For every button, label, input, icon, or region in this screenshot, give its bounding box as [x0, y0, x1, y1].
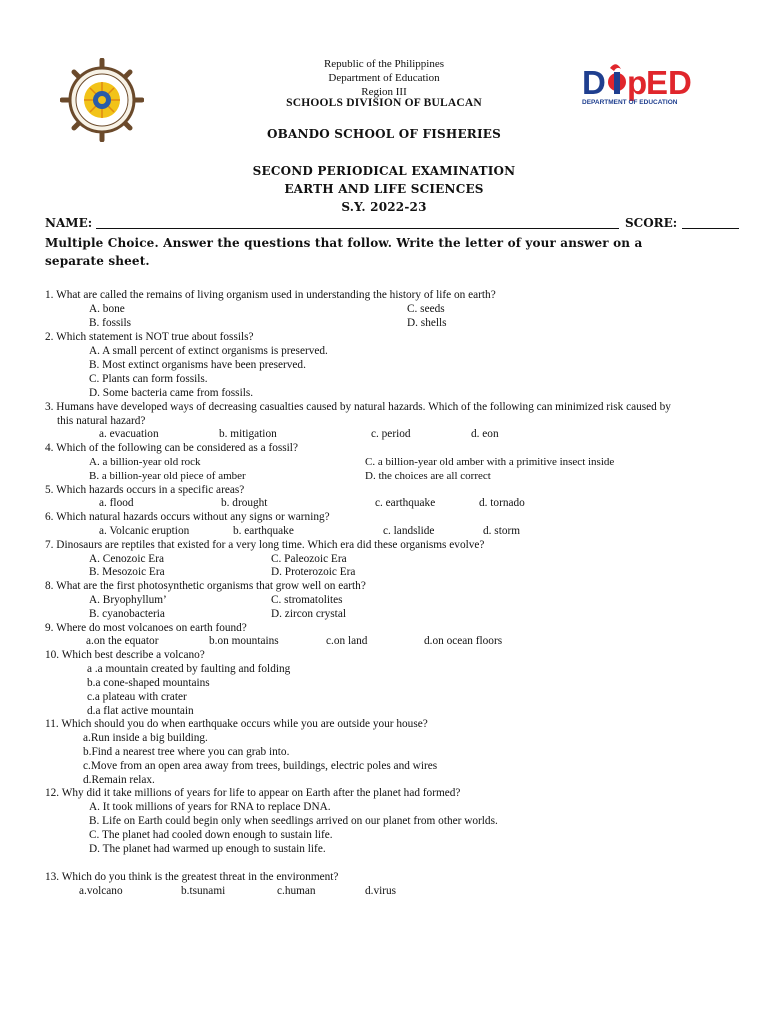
answer-option: B. cyanobacteria [89, 608, 165, 620]
answer-option: C. seeds [407, 303, 445, 315]
answer-option: a.volcano [79, 885, 123, 897]
score-blank[interactable] [682, 228, 739, 229]
question-stem: 12. Why did it take millions of years for life to appear on Earth after the planet had formed? [45, 787, 461, 799]
answer-option: a.on the equator [86, 635, 159, 647]
answer-option: A. a billion-year old rock [89, 456, 201, 468]
answer-option: b. drought [221, 497, 268, 509]
answer-option: d.on ocean floors [424, 635, 503, 647]
answer-option: b. mitigation [219, 428, 277, 440]
answer-option: D. Proterozoic Era [271, 566, 356, 578]
answer-option: a. flood [99, 497, 134, 509]
answer-option: b.on mountains [209, 635, 279, 647]
answer-option: a.Run inside a big building. [83, 732, 208, 744]
answer-option: c. landslide [383, 525, 435, 537]
answer-option: d. storm [483, 525, 521, 537]
question-stem: 13. Which do you think is the greatest threat in the environment? [45, 871, 339, 883]
answer-option: a. Volcanic eruption [99, 525, 190, 537]
answer-option: d. tornado [479, 497, 525, 509]
answer-option: A. Bryophyllum’ [89, 594, 167, 606]
subject-title: EARTH AND LIFE SCIENCES [284, 182, 484, 196]
answer-option: B. a billion-year old piece of amber [89, 470, 246, 482]
answer-option: B. Mesozoic Era [89, 566, 165, 578]
answer-option: B. fossils [89, 317, 132, 329]
answer-option: c.Move from an open area away from trees, buildings, electric poles and wires [83, 760, 438, 772]
answer-option: A. Cenozoic Era [89, 553, 164, 565]
instructions: Multiple Choice. Answer the questions that follow. Write the letter of your answer on a separate sheet. [45, 236, 643, 268]
answer-option: D. shells [407, 317, 447, 329]
answer-option: d.a flat active mountain [87, 705, 194, 717]
answer-option: c.on land [326, 635, 368, 647]
answer-option: A. It took millions of years for RNA to replace DNA. [89, 801, 331, 813]
answer-option: d. eon [471, 428, 499, 440]
exam-title: SECOND PERIODICAL EXAMINATION [252, 164, 516, 178]
answer-option: a .a mountain created by faulting and folding [87, 663, 291, 675]
answer-option: a. evacuation [99, 428, 159, 440]
answer-option: b.Find a nearest tree where you can grab into. [83, 746, 290, 758]
answer-option: C. Plants can form fossils. [89, 373, 208, 385]
header-division: SCHOOLS DIVISION OF BULACAN [286, 97, 482, 109]
answer-option: D. the choices are all correct [365, 470, 491, 482]
question-stem: 2. Which statement is NOT true about fossils? [45, 331, 254, 343]
school-name: OBANDO SCHOOL OF FISHERIES [266, 127, 502, 141]
name-score-line [45, 216, 705, 232]
answer-option: b. earthquake [233, 525, 294, 537]
question-stem: 9. Where do most volcanoes on earth found? [45, 622, 247, 634]
svg-text:p: p [627, 64, 648, 101]
answer-option: C. a billion-year old amber with a primitive insect inside [365, 456, 615, 468]
question-stem: 1. What are called the remains of living organism used in understanding the history of life on earth? [45, 289, 496, 301]
question-stem: 11. Which should you do when earthquake occurs while you are outside your house? [45, 718, 428, 730]
question-stem: 7. Dinosaurs are reptiles that existed for a very long time. Which era did these organisms evolve? [45, 539, 485, 551]
name-blank[interactable] [96, 228, 619, 229]
answer-option: B. Most extinct organisms have been preserved. [89, 359, 306, 371]
question-stem: 10. Which best describe a volcano? [45, 649, 205, 661]
question-stem: 6. Which natural hazards occurs without any signs or warning? [45, 511, 330, 523]
school-year: S.Y. 2022-23 [341, 200, 427, 214]
answer-option: d.Remain relax. [83, 774, 155, 786]
header-region: Region III [361, 86, 407, 98]
answer-option: A. A small percent of extinct organisms is preserved. [89, 345, 328, 357]
answer-option: b.tsunami [181, 885, 226, 897]
header-department: Department of Education [328, 72, 440, 84]
answer-option: C. Paleozoic Era [271, 553, 347, 565]
question-stem-text: 3. Humans have developed ways of decreasing casualties caused by natural hazards. Which of the following can minimized risk caused by this natural hazard? [45, 401, 671, 427]
answer-option: D. zircon crystal [271, 608, 346, 620]
header-republic: Republic of the Philippines [323, 58, 445, 70]
svg-text:ED: ED [646, 64, 692, 101]
question-stem: 8. What are the first photosynthetic organisms that grow well on earth? [45, 580, 366, 592]
answer-option: D. Some bacteria came from fossils. [89, 387, 254, 399]
answer-option: c.a plateau with crater [87, 691, 187, 703]
answer-option: D. The planet had warmed up enough to sustain life. [89, 843, 326, 855]
question-stem: 4. Which of the following can be considered as a fossil? [45, 442, 298, 454]
svg-text:D: D [582, 64, 606, 101]
question-stem: 5. Which hazards occurs in a specific areas? [45, 484, 245, 496]
answer-option: c.human [277, 885, 316, 897]
answer-option: B. Life on Earth could begin only when seedlings arrived on our planet from other worlds. [89, 815, 498, 827]
svg-text:DEPARTMENT OF EDUCATION: DEPARTMENT OF EDUCATION [582, 99, 678, 106]
answer-option: c. earthquake [375, 497, 436, 509]
answer-option: A. bone [89, 303, 125, 315]
question-stem [45, 400, 685, 428]
answer-option: b.a cone-shaped mountains [87, 677, 210, 689]
answer-option: d.virus [365, 885, 397, 897]
answer-option: c. period [371, 428, 411, 440]
name-label: NAME: [45, 216, 93, 230]
score-label: SCORE: [625, 216, 678, 230]
answer-option: C. The planet had cooled down enough to sustain life. [89, 829, 333, 841]
answer-option: C. stromatolites [271, 594, 343, 606]
